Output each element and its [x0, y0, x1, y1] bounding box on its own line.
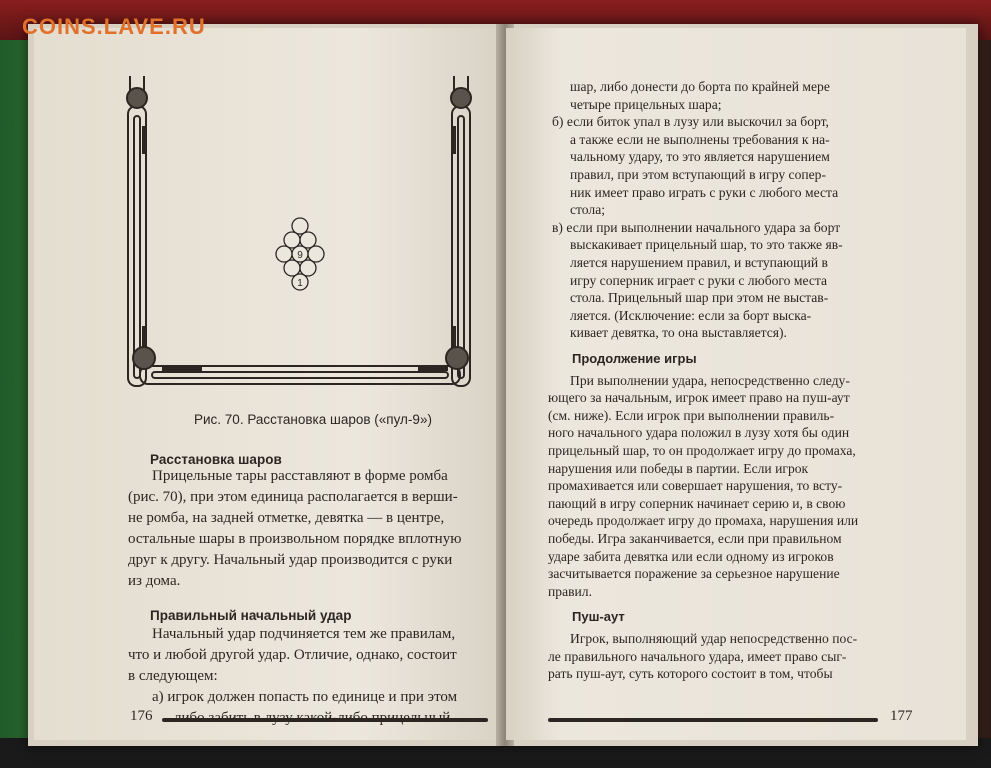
text-line: остальные шары в произвольном порядке вплотную [128, 531, 462, 547]
text-line: в следующем: [128, 668, 218, 684]
text-line: ляется нарушением правил, и вступающий в [570, 255, 828, 270]
pool-table-figure [118, 76, 488, 406]
text-line: стола. Прицельный шар при этом не выстав- [570, 290, 829, 306]
left-page [34, 28, 502, 740]
text-line: засчитывается поражение за серьезное нарушение [548, 566, 840, 582]
text-line: кивает девятка, то она выставляется). [570, 325, 787, 341]
text-line: победы. Игра заканчивается, если при правильном [548, 531, 842, 546]
open-book [28, 24, 978, 746]
text-line: пающий в игру соперник начинает серию и, в свою [548, 495, 846, 511]
text-line: а также если не выполнены требования к на- [570, 131, 830, 147]
text-line: прицельный шар, то он продолжает игру до промаха, [548, 443, 856, 458]
text-line: ного начального удара положил в лузу хотя бы один [548, 425, 850, 441]
ball-nine-label: 9 [297, 250, 303, 261]
text-line: ляется. (Исключение: если за борт выска- [570, 307, 812, 323]
text-line: очередь продолжает игру до промаха, нарушения или [548, 513, 859, 529]
text-line: игру соперник играет с руки с любого места [570, 272, 827, 288]
text-line: При выполнении удара, непосредственно следу- [570, 372, 850, 388]
text-line: что и любой другой удар. Отличие, однако, состоит [128, 647, 457, 663]
text-line: б) если биток упал в лузу или выскочил за борт, [552, 114, 829, 130]
text-line: из дома. [128, 573, 181, 589]
ball-one-label: 1 [297, 278, 303, 289]
text-line: в) если при выполнении начального удара за борт [552, 219, 841, 235]
pocket-bottom-left [133, 347, 155, 369]
pocket-bottom-right [446, 347, 468, 369]
section-heading: Продолжение игры [572, 351, 697, 366]
text-line: чальному удару, то это является нарушением [570, 149, 830, 165]
text-line: правил. [548, 583, 592, 599]
section-heading: Расстановка шаров [150, 452, 282, 467]
text-line: не ромба, на задней отметке, девятка — в центре, [128, 510, 445, 526]
text-line: правил, при этом вступающий в игру сопер- [570, 167, 827, 182]
text-line: выскакивает прицельный шар, то это также яв- [570, 237, 843, 253]
figure-caption: Рис. 70. Расстановка шаров («пул-9») [194, 412, 432, 427]
text-line: Игрок, выполняющий удар непосредственно пос- [570, 631, 858, 646]
text-line: ник имеет право играть с руки с любого места [570, 184, 839, 200]
text-line: ударе забита девятка или если одному из игроков [548, 548, 834, 564]
text-line: стола; [570, 202, 606, 218]
text-line: Прицельные тары расставляют в форме ромба [152, 468, 448, 484]
text-line: промахивается или совершает нарушения, то всту- [548, 478, 843, 494]
page-number: 176 [130, 708, 153, 724]
text-line: (см. ниже). Если игрок при выполнении правиль- [548, 407, 835, 423]
section-heading: Правильный начальный удар [150, 608, 352, 623]
text-line: ющего за начальным, игрок имеет право на пуш-аут [548, 390, 850, 406]
footer-rule [162, 718, 488, 722]
pocket-top-left [127, 88, 147, 108]
text-line: нарушения или победы в партии. Если игрок [548, 460, 809, 476]
watermark: COINS.LAVE.RU [22, 14, 206, 39]
text-line: рать пуш-аут, суть которого состоит в том, чтобы [548, 666, 833, 682]
text-line: шар, либо донести до борта по крайней мере [570, 79, 830, 94]
page-number: 177 [890, 708, 913, 724]
text-line: Начальный удар подчиняется тем же правилам, [152, 626, 456, 642]
pocket-top-right [451, 88, 471, 108]
text-line: ле правильного начального удара, имеет право сыг- [548, 648, 847, 664]
footer-rule [548, 718, 878, 722]
right-page [506, 28, 966, 740]
section-heading: Пуш-аут [572, 609, 625, 625]
text-line: друг к другу. Начальный удар производится с руки [128, 552, 453, 568]
text-line: а) игрок должен попасть по единице и при этом [152, 689, 458, 705]
text-line: (рис. 70), при этом единица располагается в верши- [128, 489, 458, 505]
text-line: четыре прицельных шара; [570, 96, 722, 112]
